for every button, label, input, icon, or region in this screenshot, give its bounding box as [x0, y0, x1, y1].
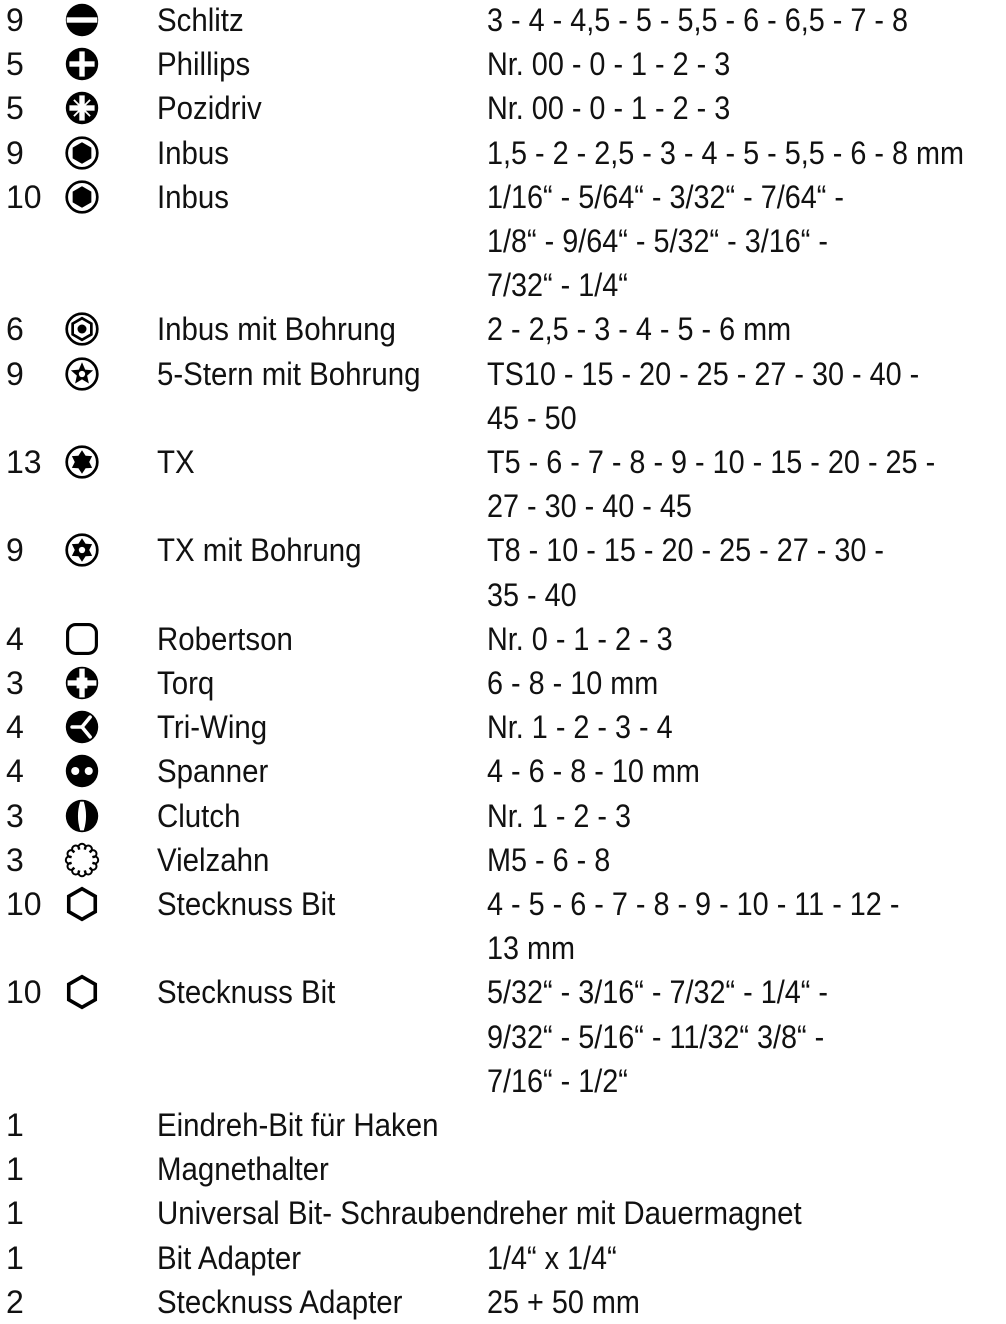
size-line: 5/32“ - 3/16“ - 7/32“ - 1/4“ - [487, 974, 828, 1011]
list-item [0, 1280, 1006, 1324]
list-item [0, 794, 1006, 838]
bit-type-name: Inbus [157, 134, 230, 171]
size-line: 6 - 8 - 10 mm [487, 665, 659, 701]
bit-type-name: Pozidriv [157, 90, 262, 127]
bit-type-name: Stecknuss Adapter [157, 1283, 403, 1320]
list-item [0, 1103, 1006, 1147]
size-line: Nr. 1 - 2 - 3 - 4 [487, 709, 673, 746]
quantity: 10 [6, 178, 42, 215]
bit-type-name: Universal Bit- Schraubendreher mit Dauermagnet [157, 1195, 802, 1232]
size-line: TS10 - 15 - 20 - 25 - 27 - 30 - 40 - [487, 355, 920, 392]
hex-socket-icon [64, 886, 100, 922]
quantity: 1 [6, 1195, 24, 1232]
quantity: 2 [6, 1283, 24, 1320]
torx-bore-icon [64, 532, 100, 568]
quantity: 1 [6, 1151, 24, 1188]
hex-icon [64, 135, 100, 171]
clutch-icon [64, 798, 100, 834]
size-line: 7/16“ - 1/2“ [487, 1062, 628, 1099]
list-item [0, 705, 1006, 749]
bit-type-name: Vielzahn [157, 841, 270, 878]
bit-type-name: Spanner [157, 753, 269, 790]
spline-icon [64, 842, 100, 878]
list-item [0, 1191, 1006, 1235]
bit-type-name: Magnethalter [157, 1151, 329, 1188]
size-line: 1/4“ x 1/4“ [487, 1239, 617, 1276]
quantity: 13 [6, 444, 42, 480]
size-line: 1,5 - 2 - 2,5 - 3 - 4 - 5 - 5,5 - 6 - 8 mm [487, 134, 964, 171]
quantity: 4 [6, 753, 24, 790]
list-item [0, 440, 1006, 528]
torx-icon [64, 444, 100, 480]
size-line: 7/32“ - 1/4“ [487, 267, 628, 304]
size-line: 4 - 6 - 8 - 10 mm [487, 753, 700, 790]
bit-type-name: Torq [157, 665, 215, 701]
size-line: M5 - 6 - 8 [487, 841, 611, 878]
size-line: 1/8“ - 9/64“ - 5/32“ - 3/16“ - [487, 222, 828, 259]
quantity: 9 [6, 355, 24, 392]
list-item [0, 42, 1006, 86]
quantity: 10 [6, 974, 42, 1011]
bit-type-name: Inbus [157, 178, 230, 215]
spanner-icon [64, 753, 100, 789]
bit-type-name: TX mit Bohrung [157, 532, 362, 569]
size-line: T8 - 10 - 15 - 20 - 25 - 27 - 30 - [487, 532, 884, 569]
size-line: Nr. 0 - 1 - 2 - 3 [487, 620, 673, 657]
list-item [0, 131, 1006, 175]
bit-type-name: Bit Adapter [157, 1239, 302, 1276]
size-line: Nr. 00 - 0 - 1 - 2 - 3 [487, 90, 731, 127]
bit-type-name: TX [157, 444, 195, 480]
bit-type-name: 5-Stern mit Bohrung [157, 355, 421, 392]
list-item [0, 882, 1006, 970]
quantity: 9 [6, 2, 24, 38]
pozidriv-icon [64, 90, 100, 126]
quantity: 4 [6, 709, 24, 746]
quantity: 5 [6, 90, 24, 127]
hex-icon [64, 179, 100, 215]
list-item [0, 86, 1006, 130]
list-item [0, 970, 1006, 1103]
bit-type-name: Inbus mit Bohrung [157, 311, 396, 348]
bit-type-name: Clutch [157, 797, 241, 834]
list-item [0, 352, 1006, 440]
quantity: 10 [6, 886, 42, 922]
list-item [0, 838, 1006, 882]
size-line: 45 - 50 [487, 399, 577, 436]
size-line: 13 mm [487, 930, 576, 967]
bit-type-name: Phillips [157, 46, 251, 83]
list-item [0, 175, 1006, 308]
quantity: 5 [6, 46, 24, 83]
bit-type-name: Stecknuss Bit [157, 886, 336, 922]
quantity: 9 [6, 532, 24, 569]
list-item [0, 617, 1006, 661]
five-star-bore-icon [64, 356, 100, 392]
quantity: 6 [6, 311, 24, 348]
torq-icon [64, 665, 100, 701]
bit-type-name: Eindreh-Bit für Haken [157, 1107, 439, 1143]
size-line: 35 - 40 [487, 576, 577, 613]
phillips-icon [64, 46, 100, 82]
quantity: 9 [6, 134, 24, 171]
list-item [0, 1147, 1006, 1191]
bit-type-name: Tri-Wing [157, 709, 268, 746]
list-item [0, 661, 1006, 705]
size-line: 2 - 2,5 - 3 - 4 - 5 - 6 mm [487, 311, 792, 348]
size-line: 27 - 30 - 40 - 45 [487, 488, 692, 525]
list-item [0, 528, 1006, 616]
size-line: 9/32“ - 5/16“ - 11/32“ 3/8“ - [487, 1018, 825, 1055]
size-line: 1/16“ - 5/64“ - 3/32“ - 7/64“ - [487, 178, 844, 215]
quantity: 3 [6, 841, 24, 878]
size-line: T5 - 6 - 7 - 8 - 9 - 10 - 15 - 20 - 25 - [487, 444, 936, 480]
slotted-icon [64, 2, 100, 38]
bit-type-name: Stecknuss Bit [157, 974, 336, 1011]
size-line: 4 - 5 - 6 - 7 - 8 - 9 - 10 - 11 - 12 - [487, 886, 900, 922]
robertson-icon [64, 621, 100, 657]
list-item [0, 1236, 1006, 1280]
list-item [0, 307, 1006, 351]
tri-wing-icon [64, 709, 100, 745]
quantity: 1 [6, 1107, 24, 1143]
list-item [0, 749, 1006, 793]
hex-socket-icon [64, 974, 100, 1010]
quantity: 3 [6, 665, 24, 701]
size-line: 25 + 50 mm [487, 1283, 640, 1320]
bit-type-name: Robertson [157, 620, 293, 657]
quantity: 3 [6, 797, 24, 834]
list-item [0, 0, 1006, 42]
quantity: 1 [6, 1239, 24, 1276]
bit-type-name: Schlitz [157, 2, 244, 38]
size-line: 3 - 4 - 4,5 - 5 - 5,5 - 6 - 6,5 - 7 - 8 [487, 2, 908, 38]
hex-bore-icon [64, 311, 100, 347]
size-line: Nr. 00 - 0 - 1 - 2 - 3 [487, 46, 731, 83]
quantity: 4 [6, 620, 24, 657]
size-line: Nr. 1 - 2 - 3 [487, 797, 632, 834]
